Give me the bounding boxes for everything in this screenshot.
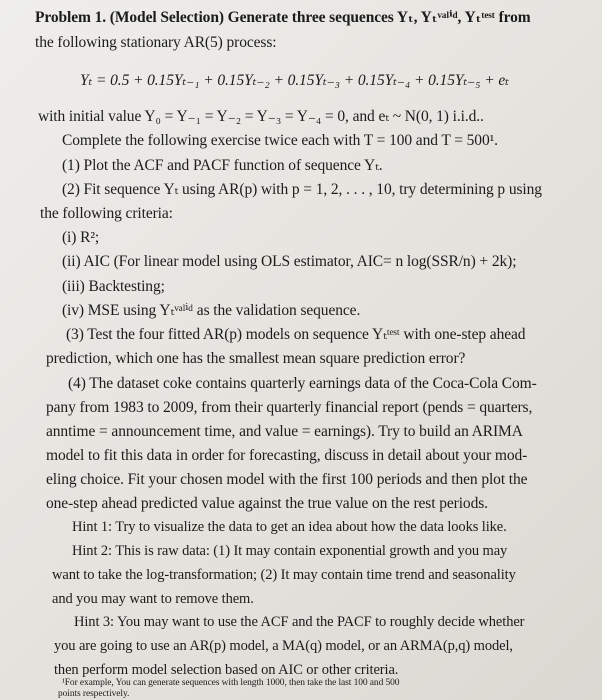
- item-3-test: (3) Test the four fitted AR(p) models on sequence Yₜᵗᵉˢᵗ with one-step ahead: [66, 326, 526, 343]
- hint-3-line-3: then perform model selection based on AIC or other criteria.: [54, 662, 399, 678]
- hint-2-line-3: and you may want to remove them.: [52, 591, 254, 607]
- item-1-acf-pacf: (1) Plot the ACF and PACF function of sequence Yₜ.: [62, 157, 383, 174]
- item-2-continuation: the following criteria:: [40, 205, 173, 222]
- item-3-continuation: prediction, which one has the smallest mean square prediction error?: [46, 350, 466, 367]
- item-4-line-6: one-step ahead predicted value against the true value on the rest periods.: [46, 495, 488, 512]
- item-4-line-5: eling choice. Fit your chosen model with the first 100 periods and then plot the: [46, 471, 528, 488]
- item-2-fit-ar: (2) Fit sequence Yₜ using AR(p) with p = 1, 2, . . . , 10, try determining p using: [62, 181, 542, 198]
- criterion-aic: (ii) AIC (For linear model using OLS estimator, AIC= n log(SSR/n) + 2k);: [62, 253, 517, 270]
- hint-2: Hint 2: This is raw data: (1) It may contain exponential growth and you may: [72, 543, 508, 559]
- hint-1: Hint 1: Try to visualize the data to get an idea about how the data looks like.: [72, 519, 507, 535]
- item-4-coke: (4) The dataset coke contains quarterly earnings data of the Coca-Cola Com-: [68, 375, 537, 392]
- complete-instruction: Complete the following exercise twice each with T = 100 and T = 500¹.: [62, 132, 498, 149]
- item-4-line-3: anntime = announcement time, and value = earnings). Try to build an ARIMA: [46, 423, 523, 440]
- item-4-line-4: model to fit this data in order for forecasting, discuss in detail about your mod-: [46, 447, 528, 464]
- criterion-mse: (iv) MSE using Yₜᵛᵃˡⁱᵈ as the validation sequence.: [62, 302, 361, 319]
- initial-values-text: with initial value Y₀ = Y₋₁ = Y₋₂ = Y₋₃ = Y₋₄ = 0, and eₜ ~ N(0, 1) i.i.d..: [38, 108, 484, 125]
- hint-2-line-2: want to take the log-transformation; (2) It may contain time trend and seasonality: [52, 567, 516, 583]
- hint-3-line-2: you are going to use an AR(p) model, a MA(q) model, or an ARMA(p,q) model,: [54, 638, 513, 654]
- ar5-equation: Yₜ = 0.5 + 0.15Yₜ₋₁ + 0.15Yₜ₋₂ + 0.15Yₜ₋₃ + 0.15Yₜ₋₄ + 0.15Yₜ₋₅ + eₜ: [80, 72, 509, 89]
- criterion-backtesting: (iii) Backtesting;: [62, 278, 165, 295]
- problem-title-continuation: the following stationary AR(5) process:: [35, 34, 277, 51]
- footnote: ¹For example, You can generate sequences with length 1000, then take the last 100 and 500: [62, 678, 400, 688]
- problem-title: Problem 1. (Model Selection) Generate three sequences Yₜ, Yₜᵛᵃˡⁱᵈ, Yₜᵗᵉˢᵗ from: [35, 9, 531, 26]
- criterion-r-squared: (i) R²;: [62, 229, 100, 246]
- footnote-line-2: points respectively.: [58, 689, 130, 699]
- hint-3: Hint 3: You may want to use the ACF and the PACF to roughly decide whether: [74, 614, 525, 630]
- item-4-line-2: pany from 1983 to 2009, from their quarterly financial report (pends = quarters,: [46, 399, 533, 416]
